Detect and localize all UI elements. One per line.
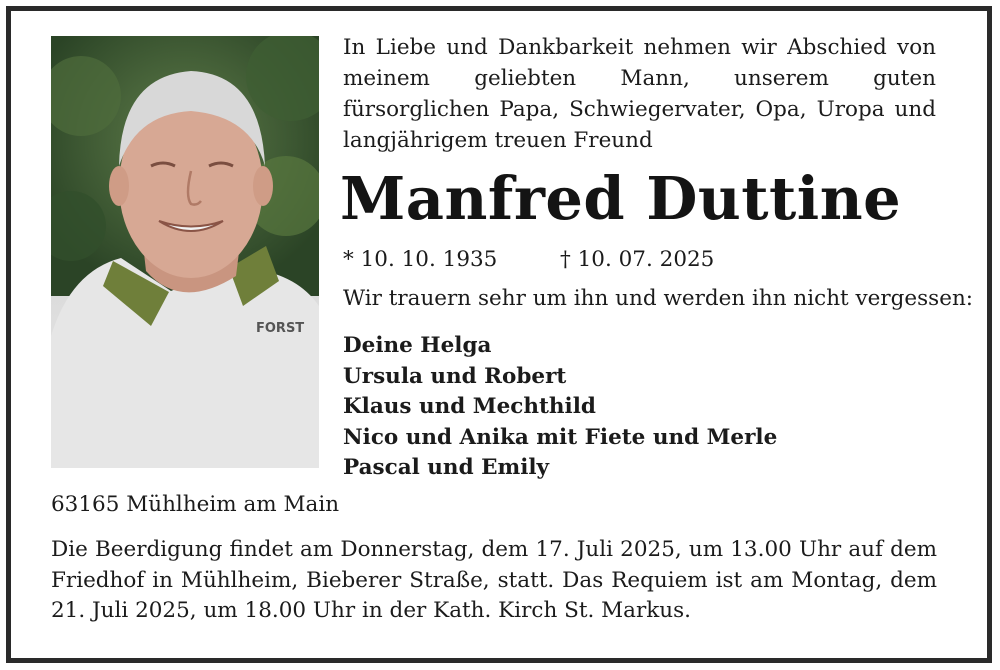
portrait-illustration (51, 36, 319, 468)
family-member: Nico und Anika mit Fiete und Merle (343, 424, 778, 450)
place-text: 63165 Mühlheim am Main (51, 492, 340, 517)
family-list (343, 331, 777, 484)
death-date: † 10. 07. 2025 (560, 247, 715, 272)
family-member: Deine Helga (343, 333, 492, 358)
deceased-name: Manfred Duttine (340, 164, 902, 233)
mourning-text: Wir trauern sehr um ihn und werden ihn nicht vergessen: (343, 286, 974, 311)
family-member: Klaus und Mechthild (343, 394, 596, 420)
shirt-logo-text: FORST (256, 321, 305, 336)
family-member: Ursula und Robert (343, 363, 567, 389)
family-member: Pascal und Emily (343, 455, 550, 481)
birth-date: * 10. 10. 1935 (343, 247, 498, 272)
life-dates (343, 246, 715, 274)
portrait-photo (51, 36, 319, 468)
funeral-info: Die Beerdigung findet am Donnerstag, dem 17. Juli 2025, um 13.00 Uhr auf dem Friedhof in Mühlheim, Bieberer Straße, statt. Das Requiem ist am Montag, dem 21. Juli 2025, um 18.00 Uhr in der Kath. Kirch St. Markus. (51, 537, 937, 623)
intro-text: In Liebe und Dankbarkeit nehmen wir Abschied von meinem geliebten Mann, unserem guten fürsorglichen Papa, Schwiegervater, Opa, Uropa und langjährigem treuen Freund (343, 35, 936, 153)
